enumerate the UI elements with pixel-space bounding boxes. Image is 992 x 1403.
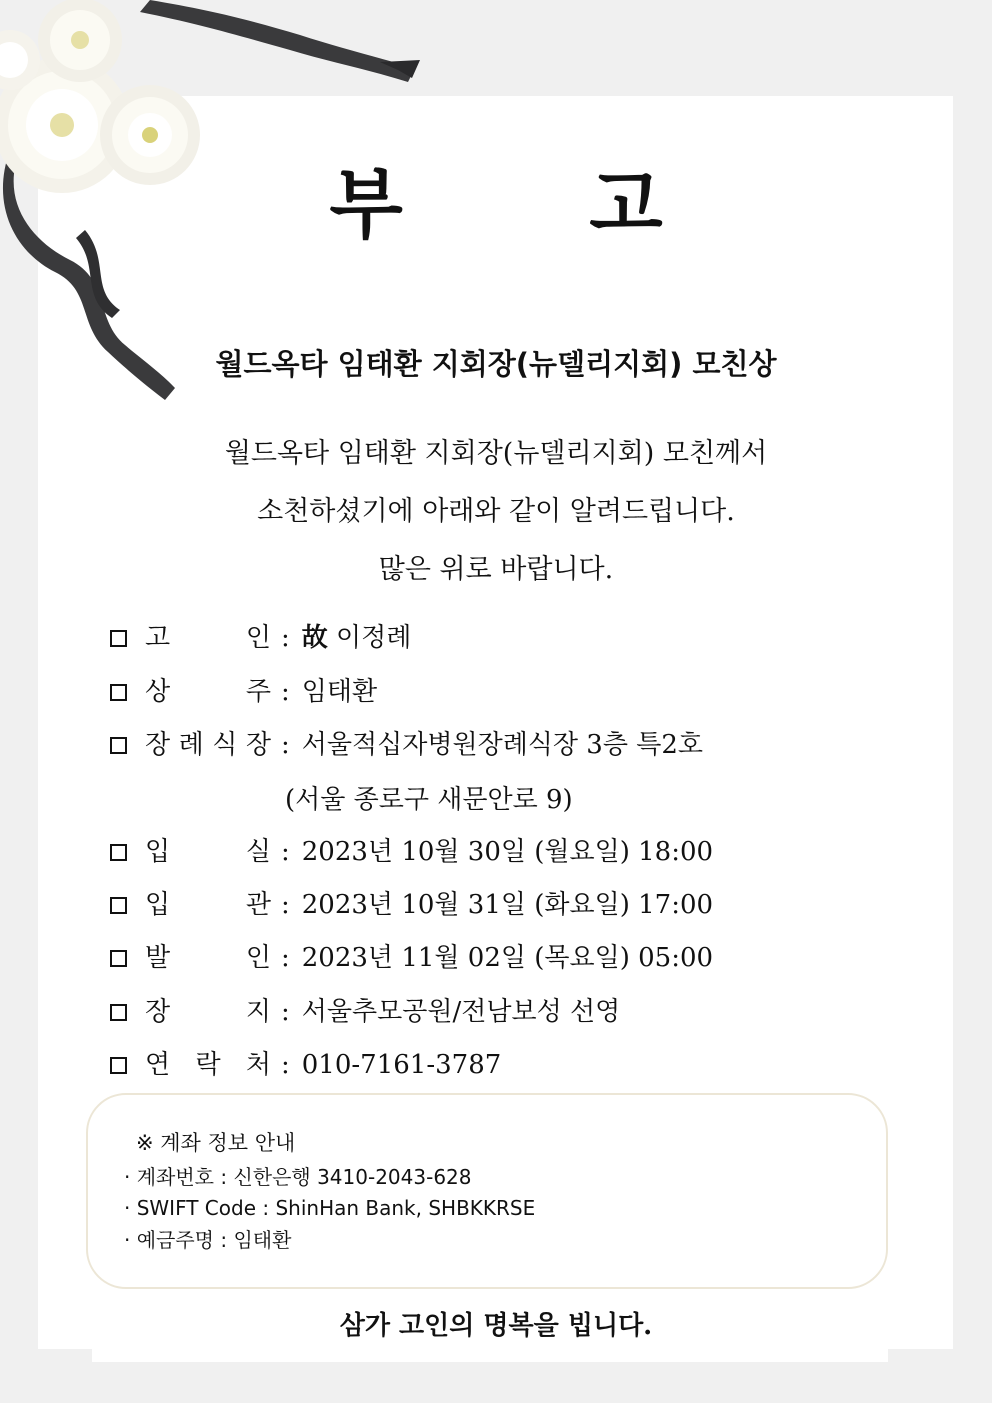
item-burial-site — [110, 992, 620, 1032]
item-colon: : — [281, 730, 290, 760]
checkbox-icon — [110, 1057, 127, 1074]
intro-line-2: 소천하셨기에 아래와 같이 알려드립니다. — [257, 496, 735, 527]
item-value: 임태환 — [301, 677, 378, 707]
checkbox-icon — [110, 897, 127, 914]
account-info-box — [86, 1093, 888, 1289]
item-contact — [110, 1045, 501, 1085]
item-funeral-hall — [110, 725, 703, 765]
item-value: 서울적십자병원장례식장 3층 특2호 — [301, 730, 704, 760]
item-label: 장 지 — [145, 997, 271, 1027]
item-departure — [110, 938, 713, 978]
checkbox-icon — [110, 684, 127, 701]
item-label: 고 인 — [145, 623, 271, 653]
item-value: 010-7161-3787 — [301, 1050, 502, 1080]
item-label: 입 실 — [145, 837, 271, 867]
item-chief-mourner — [110, 672, 377, 712]
checkbox-icon — [110, 1004, 127, 1021]
item-colon: : — [281, 890, 290, 920]
intro-line-3: 많은 위로 바랍니다. — [378, 554, 614, 585]
item-label: 발 인 — [145, 943, 271, 973]
item-colon: : — [281, 837, 290, 867]
item-admission — [110, 832, 713, 872]
item-encoffining — [110, 885, 713, 925]
item-colon: : — [281, 997, 290, 1027]
checkbox-icon — [110, 844, 127, 861]
item-value: 2023년 10월 31일 (화요일) 17:00 — [301, 890, 714, 920]
checkbox-icon — [110, 630, 127, 647]
item-value: 서울추모공원/전남보성 선영 — [301, 997, 621, 1027]
item-label: 입 관 — [145, 890, 271, 920]
item-colon: : — [281, 623, 290, 653]
swift-code-line: · SWIFT Code : ShinHan Bank, SHBKKRSE — [124, 1196, 536, 1220]
item-deceased — [110, 618, 411, 658]
item-colon: : — [281, 677, 290, 707]
checkbox-icon — [110, 737, 127, 754]
account-info-title: ※ 계좌 정보 안내 — [136, 1131, 296, 1155]
item-colon: : — [281, 943, 290, 973]
item-value: 2023년 10월 30일 (월요일) 18:00 — [301, 837, 714, 867]
deceased-prefix: 故 — [301, 623, 328, 653]
flower-small-icon — [38, 0, 122, 82]
checkbox-icon — [110, 950, 127, 967]
intro-line-1: 월드옥타 임태환 지회장(뉴델리지회) 모친께서 — [224, 438, 768, 469]
closing-message: 삼가 고인의 명복을 빕니다. — [339, 1311, 653, 1341]
item-label: 연 락 처 — [145, 1050, 271, 1080]
page-title: 부 고 — [329, 160, 743, 249]
item-value: 2023년 11월 02일 (목요일) 05:00 — [301, 943, 714, 973]
item-label: 장 례 식 장 — [145, 730, 271, 760]
account-number-line: · 계좌번호 : 신한은행 3410-2043-628 — [124, 1165, 472, 1189]
funeral-hall-address: (서울 종로구 새문안로 9) — [285, 785, 573, 815]
page-subtitle: 월드옥타 임태환 지회장(뉴델리지회) 모친상 — [215, 347, 777, 381]
item-label: 상 주 — [145, 677, 271, 707]
item-value: 故 이정례 — [301, 623, 412, 653]
item-colon: : — [281, 1050, 290, 1080]
ribbon-top-icon — [140, 0, 415, 82]
account-holder-line: · 예금주명 : 임태환 — [124, 1228, 292, 1252]
